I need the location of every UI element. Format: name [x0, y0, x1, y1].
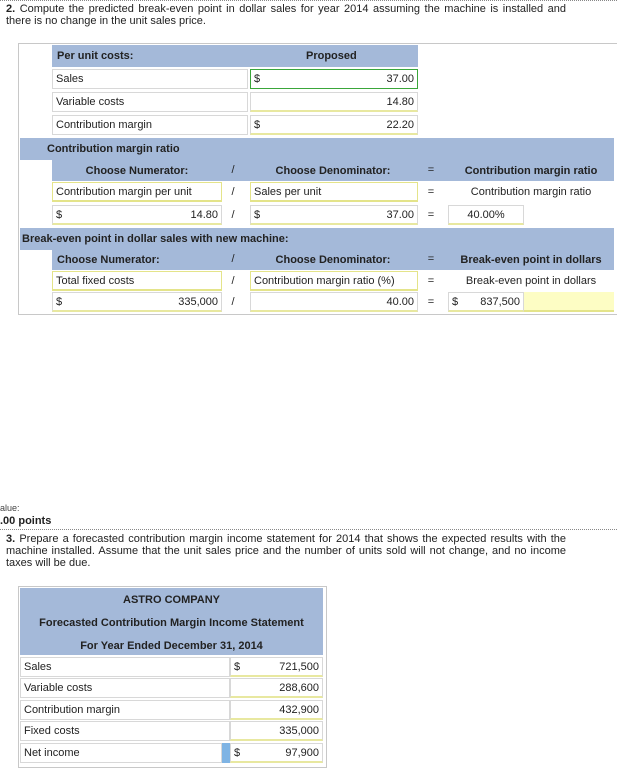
dropdown-arrow-icon[interactable]: [222, 743, 230, 763]
statement-title: Forecasted Contribution Margin Income Statement: [39, 617, 304, 629]
cm-numerator-select[interactable]: Contribution margin per unit: [52, 182, 222, 202]
breakeven-title: Break-even point in dollar sales with new machine:: [22, 233, 289, 245]
points-label: .00 points: [0, 515, 52, 527]
value-label: alue:: [0, 503, 20, 513]
equals-sign: =: [427, 253, 435, 265]
contribution-margin-input[interactable]: [250, 115, 418, 135]
stmt-sales-input[interactable]: [230, 657, 323, 677]
variable-costs-input[interactable]: 14.80: [250, 92, 418, 112]
cell-value: 22.20: [386, 119, 414, 131]
cell-value: 37.00: [386, 73, 414, 85]
unit-costs-header-col: Proposed: [306, 50, 357, 62]
stmt-contribution-margin-input[interactable]: 432,900: [230, 700, 323, 720]
cm-den-header: Choose Denominator:: [275, 165, 391, 177]
question-3: [6, 533, 566, 569]
cell-value: 837,500: [480, 296, 520, 308]
row-label-sales: Sales: [20, 657, 230, 677]
row-label-sales: Sales: [52, 69, 248, 89]
question-2: [6, 3, 566, 27]
cm-denominator-input[interactable]: [250, 205, 418, 225]
question-text: Prepare a forecasted contribution margin income statement for 2014 that shows the expected results with the machine installed. Assume that the unit sales price and the number of units sold will not change, and no income taxes will be due.: [6, 533, 566, 569]
cell-value: 721,500: [279, 661, 319, 673]
question-number: 3.: [6, 533, 16, 545]
equals-sign: =: [427, 275, 435, 287]
question-number: 2.: [6, 3, 16, 15]
be-num-header: Choose Numerator:: [57, 254, 160, 266]
cm-ratio-title: Contribution margin ratio: [47, 143, 180, 155]
cell-value: 97,900: [285, 747, 319, 759]
currency-symbol: $: [254, 73, 261, 85]
cm-result-label: Contribution margin ratio: [448, 182, 614, 202]
stmt-fixed-costs-input[interactable]: 335,000: [230, 721, 323, 741]
be-res-header: Break-even point in dollars: [460, 254, 602, 266]
cell-value: 14.80: [190, 209, 218, 221]
currency-symbol: $: [234, 661, 241, 673]
be-den-header: Choose Denominator:: [275, 254, 391, 266]
be-result-label: Break-even point in dollars: [448, 271, 614, 291]
equals-sign: =: [427, 296, 435, 308]
cm-res-header: Contribution margin ratio: [464, 165, 598, 177]
divide-sign: /: [231, 296, 235, 308]
highlight-fill: [524, 292, 614, 312]
cm-numerator-input[interactable]: [52, 205, 222, 225]
currency-symbol: $: [234, 747, 241, 759]
divide-sign: /: [231, 164, 235, 176]
cm-denominator-select[interactable]: Sales per unit: [250, 182, 418, 202]
currency-symbol: $: [452, 296, 459, 308]
be-numerator-select[interactable]: Total fixed costs: [52, 271, 222, 291]
equals-sign: =: [427, 186, 435, 198]
equals-sign: =: [427, 209, 435, 221]
divider: [0, 0, 617, 1]
cm-num-header: Choose Numerator:: [85, 165, 189, 177]
currency-symbol: $: [254, 209, 261, 221]
sales-input[interactable]: [250, 69, 418, 89]
divide-sign: /: [231, 275, 235, 287]
currency-symbol: $: [254, 119, 261, 131]
divide-sign: /: [231, 253, 235, 265]
divide-sign: /: [231, 209, 235, 221]
cm-result-input[interactable]: 40.00%: [448, 205, 524, 225]
unit-costs-header-label: Per unit costs:: [57, 50, 134, 62]
row-label-fixed-costs: Fixed costs: [20, 721, 230, 741]
cell-value: 37.00: [386, 209, 414, 221]
statement-period: For Year Ended December 31, 2014: [80, 640, 263, 652]
company-name: ASTRO COMPANY: [123, 594, 220, 606]
stmt-net-income-input[interactable]: [230, 743, 323, 763]
row-label-variable-costs: Variable costs: [52, 92, 248, 112]
divider: [0, 529, 617, 530]
question-text: Compute the predicted break-even point in dollar sales for year 2014 assuming the machine is installed and there is no change in the unit sales price.: [6, 3, 566, 27]
be-denominator-select[interactable]: Contribution margin ratio (%): [250, 271, 418, 291]
currency-symbol: $: [56, 296, 63, 308]
row-label-contribution-margin: Contribution margin: [20, 700, 230, 720]
row-label-net-income: Net income: [20, 743, 222, 763]
cell-value: 335,000: [178, 296, 218, 308]
be-denominator-input[interactable]: 40.00: [250, 292, 418, 312]
currency-symbol: $: [56, 209, 63, 221]
row-label-contribution-margin: Contribution margin: [52, 115, 248, 135]
stmt-variable-costs-input[interactable]: 288,600: [230, 678, 323, 698]
row-label-variable-costs: Variable costs: [20, 678, 230, 698]
divide-sign: /: [231, 186, 235, 198]
equals-sign: =: [427, 164, 435, 176]
be-result-input[interactable]: [448, 292, 524, 312]
be-numerator-input[interactable]: [52, 292, 222, 312]
